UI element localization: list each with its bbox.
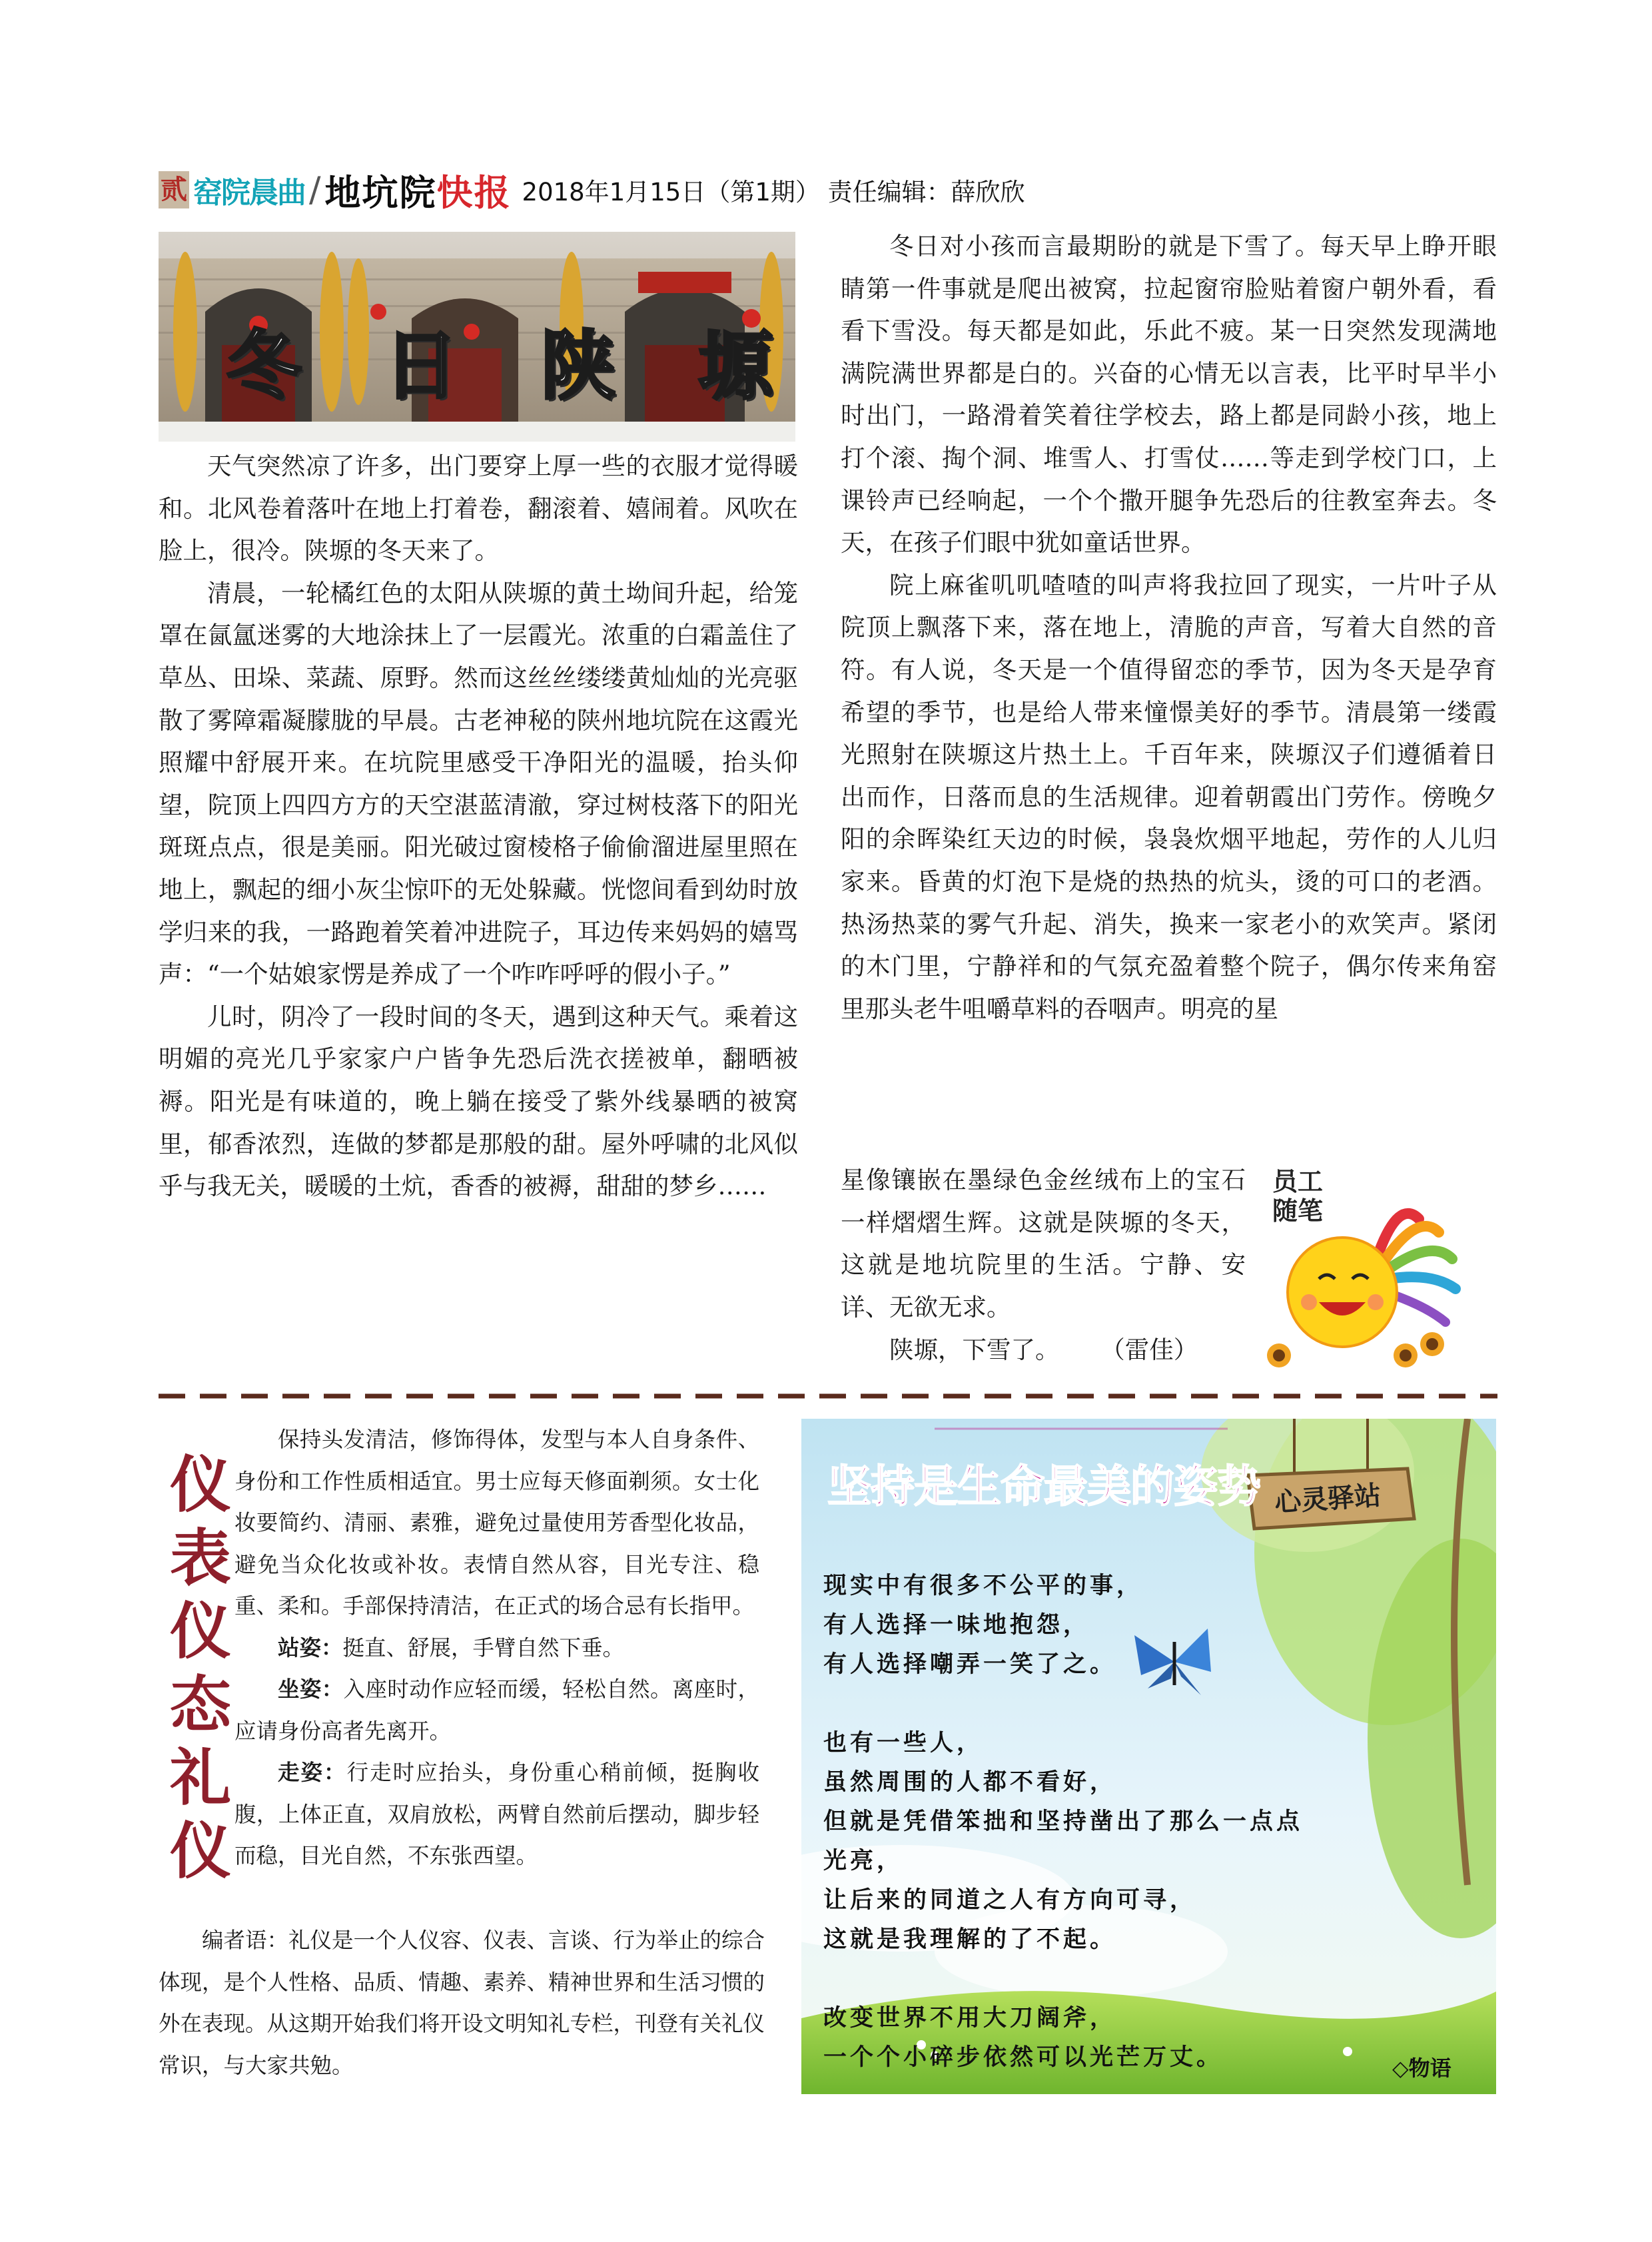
poem-line: 一个个小碎步依然可以光芒万丈。	[823, 2044, 1224, 2071]
employee-essay-badge: 员工随笔	[1272, 1167, 1324, 1226]
masthead-slash: /	[309, 170, 321, 210]
sit-text: 入座时动作应轻而缓，轻松自然。离座时，应请身份高者先离开。	[234, 1677, 759, 1744]
poem-line: 让后来的同道之人有方向可寻，	[823, 1887, 1197, 1914]
poem-line: 有人选择嘲弄一笑了之。	[823, 1651, 1117, 1678]
article-paragraph: 清晨，一轮橘红色的太阳从陕塬的黄土坳间升起，给笼罩在氤氲迷雾的大地涂抹上了一层霞光。浓重的白霜盖住了草丛、田垛、菜蔬、原野。然而这丝丝缕缕黄灿灿的光亮驱散了雾障霜凝朦胧的早晨。古老神秘的陕州地坑院在这霞光照耀中舒展开来。在坑院里感受干净阳光的温暖，抬头仰望，院顶上四四方方的天空湛蓝清澈，穿过树枝落下的阳光斑斑点点，很是美丽。阳光破过窗棱格子偷偷溜进屋里照在地上，飘起的细小灰尘惊吓的无处躲藏。恍惚间看到幼时放学归来的我，一路跑着笑着冲进院子，耳边传来妈妈的嬉骂声：“一个姑娘家愣是养成了一个咋咋呼呼的假小子。”	[159, 578, 798, 989]
walk-label: 走姿：	[278, 1759, 347, 1785]
issue-meta: 2018年1月15日（第1期） 责任编辑：薛欣欣	[522, 178, 1025, 206]
sit-label: 坐姿：	[278, 1676, 344, 1702]
poem-line: 虽然周围的人都不看好，	[823, 1769, 1117, 1796]
poem-line: 光亮，	[823, 1848, 904, 1874]
poem-line: 现实中有很多不公平的事，	[823, 1573, 1144, 1599]
poem-line: 也有一些人，	[823, 1730, 984, 1756]
poem-line: 这就是我理解的了不起。	[823, 1926, 1117, 1953]
article-paragraph: 星像镶嵌在墨绿色金丝绒布上的宝石一样熠熠生辉。这就是陕塬的冬天，这就是地坑院里的生活。宁静、安详、无欲无求。	[841, 1166, 1246, 1321]
mind-station-sign: 心灵驿站	[1273, 1480, 1382, 1519]
poem-title: 坚持是生命最美的姿势	[827, 1461, 1260, 1512]
stand-label: 站姿：	[278, 1634, 343, 1661]
stand-text: 挺直、舒展，手臂自然下垂。	[342, 1635, 625, 1661]
poem-line: 有人选择一味地抱怨，	[823, 1612, 1090, 1639]
article-paragraph: 冬日对小孩而言最期盼的就是下雪了。每天早上睁开眼睛第一件事就是爬出被窝，拉起窗帘脸贴着窗户朝外看，看看下雪没。每天都是如此，乐此不疲。某一日突然发现满地满院满世界都是白的。兴奋的心情无以言表，比平时早半小时出门，一路滑着笑着往学校去，路上都是同龄小孩，地上打个滚、掏个洞、堆雪人、打雪仗……等走到学校门口，上课铃声已经响起，一个个撒开腿争先恐后的往教室奔去。冬天，在孩子们眼中犹如童话世界。	[841, 232, 1497, 558]
etiquette-body	[234, 1419, 759, 1877]
walk-text: 行走时应抬头，身份重心稍前倾，挺胸收腹，上体正直，双肩放松，两臂自然前后摆动，脚步轻而稳，目光自然，不东张西望。	[234, 1760, 759, 1868]
smiling-sun-icon	[1266, 1192, 1465, 1372]
poem-line: 但就是凭借笨拙和坚持凿出了那么一点点	[823, 1808, 1304, 1835]
feature-right-narrow	[841, 1159, 1246, 1328]
section-divider	[159, 1389, 1497, 1396]
paper-suffix: 快报	[436, 171, 512, 214]
etiquette-intro: 保持头发清洁，修饰得体，发型与本人自身条件、身份和工作性质相适宜。男士应每天修面剃须。女士化妆要简约、清丽、素雅，避免过量使用芳香型化妆品，避免当众化妆或补妆。表情自然从容，目光专注、稳重、柔和。手部保持清洁，在正式的场合忌有长指甲。	[234, 1427, 759, 1619]
feature-title-char: 陕	[541, 323, 616, 410]
feature-title-char: 冬	[226, 323, 301, 410]
poem-body	[823, 1567, 1436, 2077]
feature-left-column	[159, 445, 798, 1208]
article-closing	[841, 1329, 1280, 1371]
feature-title	[226, 306, 773, 414]
paper-name: 地坑院	[324, 171, 437, 214]
article-author: （雷佳）	[1112, 1335, 1198, 1364]
closing-line: 陕塬，下雪了。	[889, 1335, 1060, 1364]
feature-right-column	[841, 225, 1497, 1030]
column-name: 窑院晨曲	[193, 176, 305, 210]
poem-line: 改变世界不用大刀阔斧，	[823, 2005, 1117, 2032]
article-paragraph: 天气突然凉了许多，出门要穿上厚一些的衣服才觉得暖和。北风卷着落叶在地上打着卷，翻滚着、嬉闹着。风吹在脸上，很冷。陕塬的冬天来了。	[159, 452, 798, 565]
etiquette-title: 仪表仪态礼仪	[170, 1449, 232, 1887]
masthead	[159, 167, 1025, 213]
issue-mark: 贰	[159, 171, 189, 208]
editor-note: 编者语：礼仪是一个人仪容、仪表、言谈、行为举止的综合体现，是个人性格、品质、情趣、素养、精神世界和生活习惯的外在表现。从这期开始我们将开设文明知礼专栏，刊登有关礼仪常识，与大家共勉。	[159, 1928, 765, 2078]
feature-title-char: 塬	[698, 323, 773, 410]
article-paragraph: 儿时，阴冷了一段时间的冬天，遇到这种天气。乘着这明媚的亮光几乎家家户户皆争先恐后洗衣搓被单，翻晒被褥。阳光是有味道的，晚上躺在接受了紫外线暴晒的被窝里，郁香浓烈，连做的梦都是那般的甜。屋外呼啸的北风似乎与我无关，暖暖的土炕，香香的被褥，甜甜的梦乡……	[159, 1002, 798, 1201]
feature-title-char: 日	[384, 323, 458, 410]
article-paragraph: 院上麻雀叽叽喳喳的叫声将我拉回了现实，一片叶子从院顶上飘落下来，落在地上，清脆的声音，写着大自然的音符。有人说，冬天是一个值得留恋的季节，因为冬天是孕育希望的季节，也是给人带来憧憬美好的季节。清晨第一缕霞光照射在陕塬这片热土上。千百年来，陕塬汉子们遵循着日出而作，日落而息的生活规律。迎着朝霞出门劳作。傍晚夕阳的余晖染红天边的时候，袅袅炊烟平地起，劳作的人儿归家来。昏黄的灯泡下是烧的热热的炕头，烫的可口的老酒。热汤热菜的雾气升起、消失，换来一家老小的欢笑声。紧闭的木门里，宁静祥和的气氛充盈着整个院子，偶尔传来角窑里那头老牛咀嚼草料的吞咽声。明亮的星	[841, 570, 1497, 1023]
poem-author: ◇物语	[1392, 2055, 1451, 2081]
